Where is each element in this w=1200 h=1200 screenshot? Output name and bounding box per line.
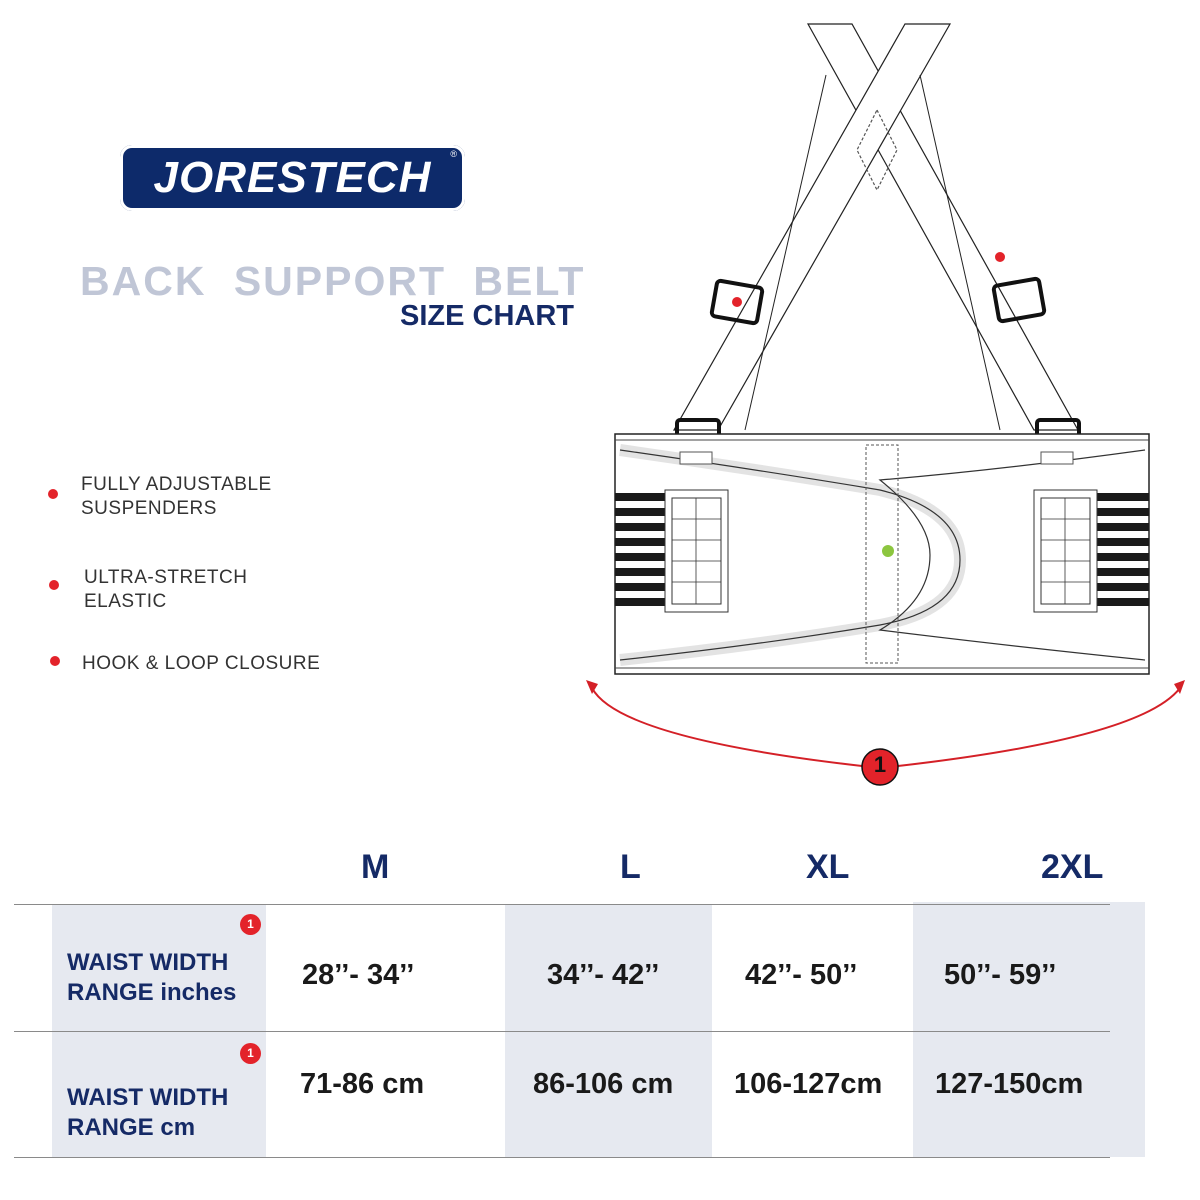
- cell-inches-m: 28’’- 34’’: [302, 959, 415, 991]
- cell-cm-2xl: 127-150cm: [935, 1068, 1084, 1100]
- size-header-m: M: [361, 848, 390, 886]
- feature-line: ULTRA-STRETCH: [84, 567, 248, 588]
- center-marker-dot: [882, 545, 894, 557]
- row-label-inches: [67, 948, 236, 1008]
- strap-right: [808, 24, 1078, 430]
- feature-marker-dot: [995, 252, 1005, 262]
- size-header-2xl: 2XL: [1041, 848, 1104, 886]
- column-2xl-shade: [913, 902, 1145, 1157]
- feature-line: HOOK & LOOP CLOSURE: [82, 653, 321, 674]
- feature-marker-dot: [732, 297, 742, 307]
- size-header-xl: XL: [806, 848, 850, 886]
- page-title: BACK SUPPORT BELT: [80, 258, 586, 304]
- row-label-line: WAIST WIDTH: [67, 949, 229, 976]
- row-label-line: WAIST WIDTH: [67, 1084, 229, 1111]
- table-divider: [14, 1157, 1110, 1158]
- cell-inches-l: 34’’- 42’’: [547, 959, 660, 991]
- cell-cm-xl: 106-127cm: [734, 1068, 883, 1100]
- brand-name: JORESTECH: [153, 153, 432, 202]
- measure-badge: 1: [240, 914, 261, 935]
- measure-badge: 1: [240, 1043, 261, 1064]
- table-divider: [14, 904, 1110, 905]
- cell-inches-xl: 42’’- 50’’: [745, 959, 858, 991]
- row-label-cm: [67, 1083, 228, 1143]
- cell-cm-l: 86-106 cm: [533, 1068, 674, 1100]
- feature-line: ELASTIC: [84, 591, 167, 612]
- table-divider: [14, 1031, 1110, 1032]
- cell-cm-m: 71-86 cm: [300, 1068, 425, 1100]
- strap-left: [674, 24, 950, 430]
- row-label-line: RANGE inches: [67, 979, 237, 1006]
- feature-line: FULLY ADJUSTABLE: [81, 474, 272, 495]
- feature-line: SUSPENDERS: [81, 498, 217, 519]
- cell-inches-2xl: 50’’- 59’’: [944, 959, 1057, 991]
- page-subtitle: SIZE CHART: [400, 300, 574, 332]
- size-header-l: L: [620, 848, 641, 886]
- measure-marker-label: 1: [873, 752, 887, 777]
- registered-mark: ®: [450, 149, 457, 159]
- suspender-straps: [674, 24, 1078, 430]
- row-label-line: RANGE cm: [67, 1114, 196, 1141]
- belt-body: [615, 434, 1149, 674]
